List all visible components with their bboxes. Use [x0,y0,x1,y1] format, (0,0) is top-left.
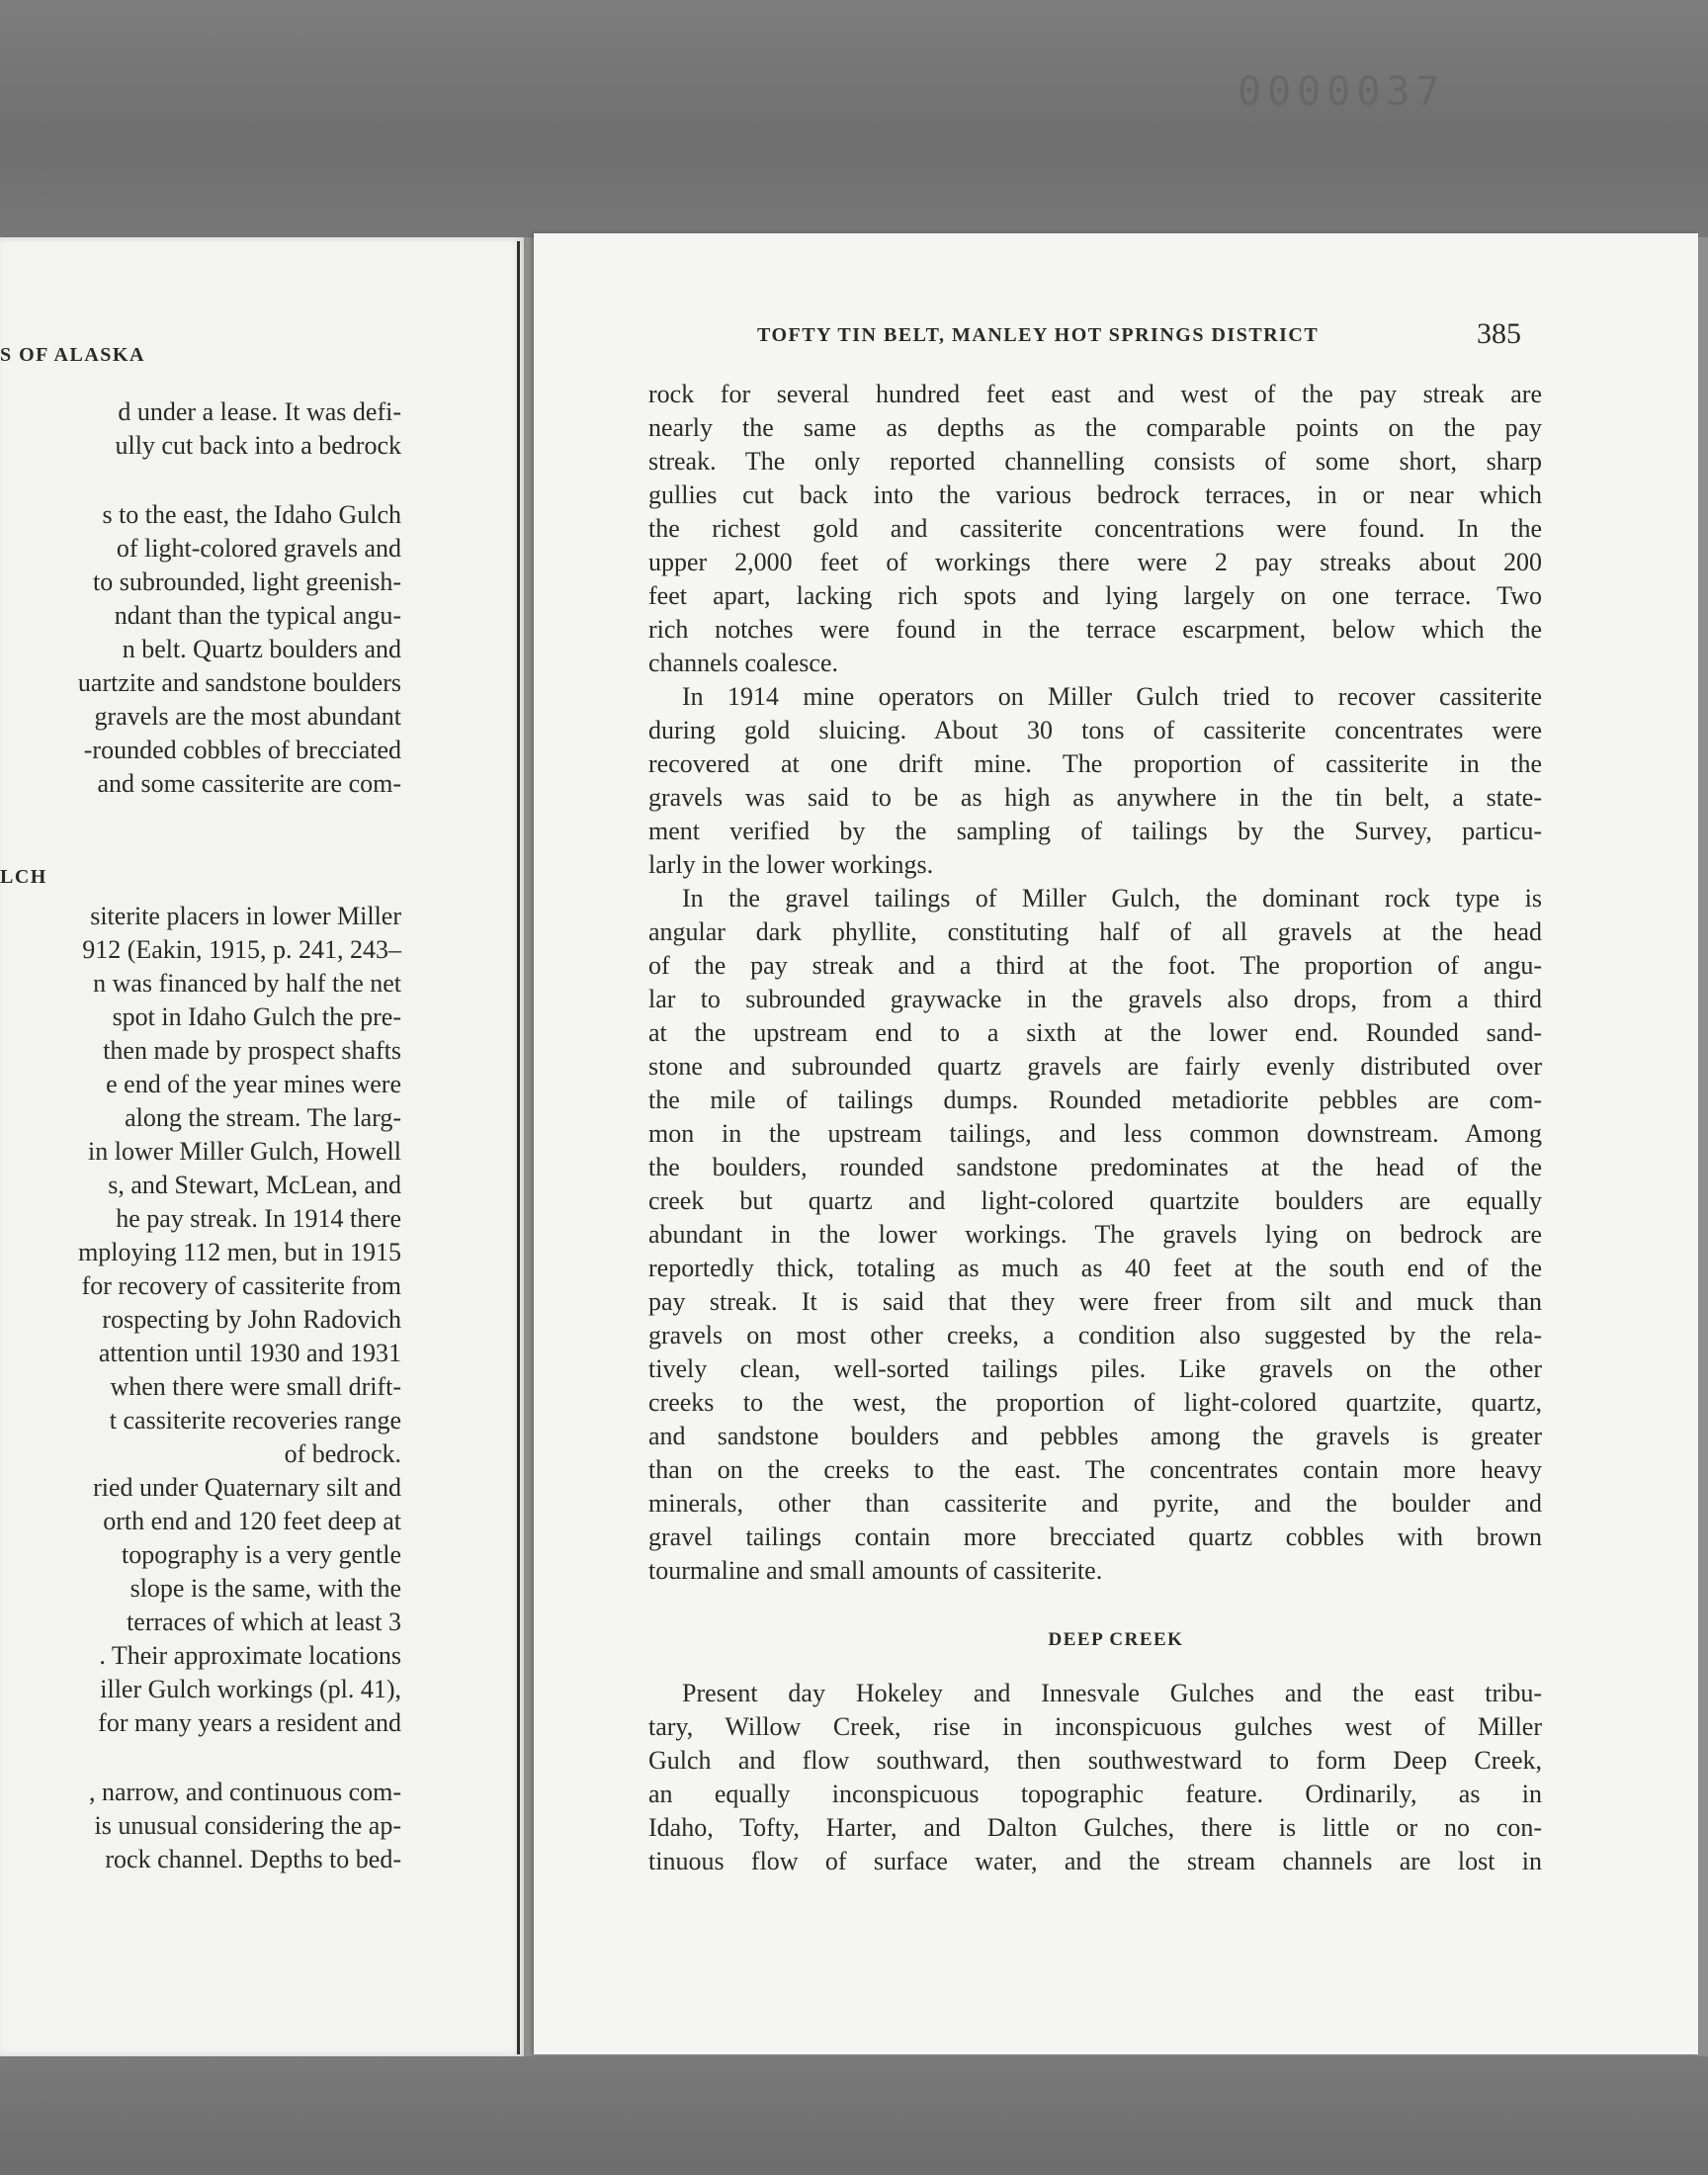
left-text-line: he pay streak. In 1914 there [116,1204,401,1233]
body-text-line: upper 2,000 feet of workings there were 2 pay streaks about 200 [648,548,1542,576]
left-text-line: iller Gulch workings (pl. 41), [100,1675,401,1703]
body-text-line: Present day Hokeley and Innesvale Gulches and the east tribu- [682,1679,1542,1707]
body-text-line: Idaho, Tofty, Harter, and Dalton Gulches, there is little or no con- [648,1813,1542,1842]
left-text-line: e end of the year mines were [106,1070,401,1098]
body-text-line: the richest gold and cassiterite concentrations were found. In the [648,514,1542,543]
left-text-line: ried under Quaternary silt and [93,1473,401,1502]
left-text-line: for many years a resident and [98,1708,401,1737]
left-text-line: . Their approximate locations [99,1641,401,1670]
left-text-line: slope is the same, with the [129,1574,401,1603]
left-text-line: spot in Idaho Gulch the pre- [112,1002,401,1031]
body-text-line: gravels was said to be as high as anywhere in the tin belt, a state- [648,783,1542,812]
left-text-line: ully cut back into a bedrock [115,431,401,460]
left-text-line: siterite placers in lower Miller [90,902,401,930]
body-text-line: recovered at one drift mine. The proportion of cassiterite in the [648,749,1542,778]
left-text-line: topography is a very gentle [121,1540,401,1569]
scan-background-top [0,0,1708,237]
left-text-line: n was financed by half the net [93,969,401,998]
body-text-line: pay streak. It is said that they were freer from silt and muck than [648,1287,1542,1316]
body-text-line: reportedly thick, totaling as much as 40 feet at the south end of the [648,1254,1542,1282]
body-text-line: tourmaline and small amounts of cassiterite. [648,1556,1103,1585]
body-text-line: and sandstone boulders and pebbles among the gravels is greater [648,1422,1542,1450]
section-heading: DEEP CREEK [1048,1629,1184,1650]
body-text-line: creeks to the west, the proportion of light-colored quartzite, quartz, [648,1388,1542,1417]
body-text-line: minerals, other than cassiterite and pyrite, and the boulder and [648,1489,1542,1518]
left-text-line: 912 (Eakin, 1915, p. 241, 243– [82,935,401,964]
scan-background-bottom [0,2056,1708,2175]
body-text-line: tively clean, well-sorted tailings piles. Like gravels on the other [648,1354,1542,1383]
left-text-line: gravels are the most abundant [94,702,401,731]
body-text-line: streak. The only reported channelling consists of some short, sharp [648,447,1542,476]
body-text-line: at the upstream end to a sixth at the lower end. Rounded sand- [648,1018,1542,1047]
left-page [0,237,524,2056]
left-text-line: and some cassiterite are com- [97,769,401,798]
left-text-line: along the stream. The larg- [125,1103,401,1132]
body-text-line: ment verified by the sampling of tailings by the Survey, particu- [648,817,1542,845]
body-text-line: gravels on most other creeks, a condition also suggested by the rela- [648,1321,1542,1349]
left-text-line: when there were small drift- [110,1372,401,1401]
left-text-line: , narrow, and continuous com- [88,1778,401,1806]
left-text-line: mploying 112 men, but in 1915 [78,1238,401,1266]
left-subheading: LCH [0,866,47,888]
body-text-line: the mile of tailings dumps. Rounded metadiorite pebbles are com- [648,1086,1542,1114]
left-text-line: orth end and 120 feet deep at [103,1507,401,1535]
body-text-line: than on the creeks to the east. The concentrates contain more heavy [648,1455,1542,1484]
right-page [534,233,1698,2054]
left-running-head: S OF ALASKA [0,344,145,366]
left-text-line: of bedrock. [284,1439,401,1468]
left-text-line: rock channel. Depths to bed- [105,1845,401,1873]
left-text-line: is unusual considering the ap- [94,1811,401,1840]
left-text-line: then made by prospect shafts [103,1036,401,1065]
left-text-line: to subrounded, light greenish- [93,567,401,596]
body-text-line: angular dark phyllite, constituting half of all gravels at the head [648,917,1542,946]
body-text-line: nearly the same as depths as the comparable points on the pay [648,413,1542,442]
left-text-line: terraces of which at least 3 [127,1608,401,1636]
body-text-line: stone and subrounded quartz gravels are fairly evenly distributed over [648,1052,1542,1081]
left-text-line: uartzite and sandstone boulders [77,668,401,697]
left-text-line: for recovery of cassiterite from [81,1271,401,1300]
body-text-line: lar to subrounded graywacke in the gravels also drops, from a third [648,985,1542,1013]
body-text-line: an equally inconspicuous topographic feature. Ordinarily, as in [648,1780,1542,1808]
left-text-line: s, and Stewart, McLean, and [108,1171,401,1199]
body-text-line: feet apart, lacking rich spots and lying largely on one terrace. Two [648,581,1542,610]
body-text-line: creek but quartz and light-colored quartzite boulders are equally [648,1186,1542,1215]
body-text-line: tary, Willow Creek, rise in inconspicuous gulches west of Miller [648,1712,1542,1741]
left-text-line: s to the east, the Idaho Gulch [102,500,401,529]
page-gutter [517,241,520,2054]
body-text-line: gravel tailings contain more brecciated quartz cobbles with brown [648,1522,1542,1551]
body-text-line: In the gravel tailings of Miller Gulch, the dominant rock type is [682,884,1542,913]
scan-stamp: 0000037 [1238,69,1446,115]
left-text-line: d under a lease. It was defi- [118,397,401,426]
body-text-line: larly in the lower workings. [648,850,934,879]
left-text-line: n belt. Quartz boulders and [122,635,401,663]
page-number: 385 [1477,317,1521,350]
body-text-line: gullies cut back into the various bedrock terraces, in or near which [648,480,1542,509]
left-text-line: ndant than the typical angu- [114,601,401,630]
body-text-line: abundant in the lower workings. The gravels lying on bedrock are [648,1220,1542,1249]
body-text-line: Gulch and flow southward, then southwestward to form Deep Creek, [648,1746,1542,1775]
left-text-line: attention until 1930 and 1931 [98,1339,401,1367]
left-text-line: rospecting by John Radovich [102,1305,401,1334]
body-text-line: during gold sluicing. About 30 tons of cassiterite concentrates were [648,716,1542,744]
left-text-line: of light-colored gravels and [116,534,401,563]
body-text-line: tinuous flow of surface water, and the stream channels are lost in [648,1847,1542,1875]
body-text-line: the boulders, rounded sandstone predominates at the head of the [648,1153,1542,1181]
left-text-line: t cassiterite recoveries range [109,1406,401,1435]
body-text-line: rock for several hundred feet east and west of the pay streak are [648,380,1542,408]
body-text-line: rich notches were found in the terrace escarpment, below which the [648,615,1542,644]
left-text-line: -rounded cobbles of brecciated [83,736,401,764]
left-text-line: in lower Miller Gulch, Howell [88,1137,401,1166]
body-text-line: mon in the upstream tailings, and less common downstream. Among [648,1119,1542,1148]
body-text-line: of the pay streak and a third at the foot. The proportion of angu- [648,951,1542,980]
body-text-line: channels coalesce. [648,649,839,677]
right-running-head: TOFTY TIN BELT, MANLEY HOT SPRINGS DISTRICT [757,324,1320,346]
body-text-line: In 1914 mine operators on Miller Gulch tried to recover cassiterite [682,682,1542,711]
